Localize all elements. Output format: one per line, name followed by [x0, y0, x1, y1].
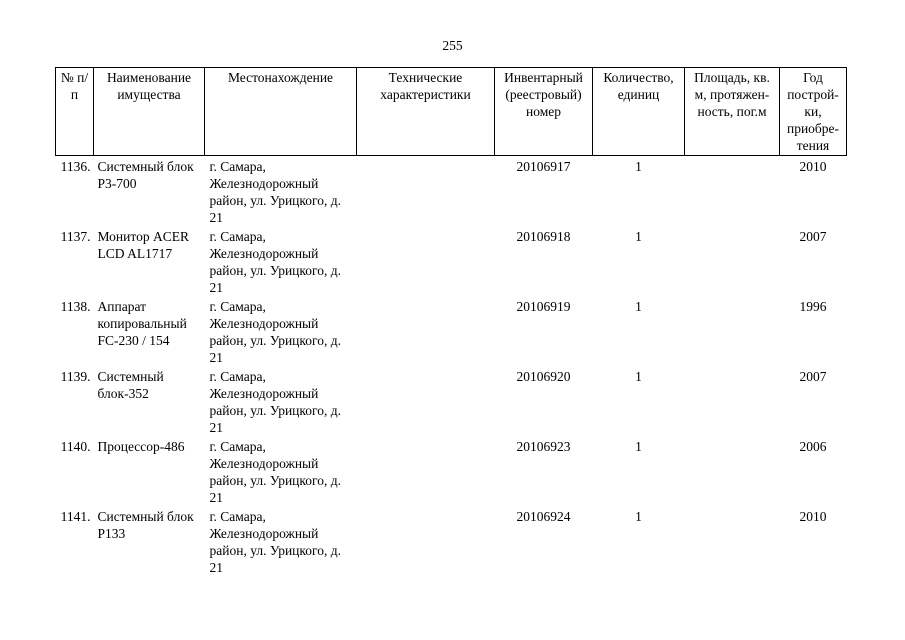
row-location: г. Самара, Железнодорожный район, ул. Урицкого, д. 21 [209, 369, 341, 435]
header-area: Площадь, кв. м, протяжен-ность, пог.м [685, 68, 780, 156]
table-row [56, 298, 847, 368]
row-quantity: 1 [635, 369, 642, 384]
row-number: 1139. [60, 369, 91, 384]
row-quantity: 1 [635, 439, 642, 454]
table-row [56, 438, 847, 508]
table-row [56, 228, 847, 298]
row-inventory: 20106924 [516, 509, 571, 524]
row-location: г. Самара, Железнодорожный район, ул. Урицкого, д. 21 [209, 229, 341, 295]
row-name: Монитор ACER LCD AL1717 [97, 229, 189, 261]
header-quantity: Количество, единиц [593, 68, 685, 156]
page-number: 255 [442, 38, 463, 53]
row-location: г. Самара, Железнодорожный район, ул. Урицкого, д. 21 [209, 159, 341, 225]
row-tech [357, 508, 495, 578]
row-area [685, 368, 780, 438]
row-quantity: 1 [635, 229, 642, 244]
row-area [685, 298, 780, 368]
row-number: 1140. [60, 439, 91, 454]
row-quantity: 1 [635, 509, 642, 524]
header-location: Местонахождение [205, 68, 357, 156]
row-number: 1137. [60, 229, 91, 244]
header-year: Год построй-ки, приобре-тения [780, 68, 847, 156]
row-quantity: 1 [635, 299, 642, 314]
row-tech [357, 438, 495, 508]
row-tech [357, 156, 495, 229]
header-number: № п/п [56, 68, 94, 156]
row-number: 1136. [60, 159, 91, 174]
header-name: Наименование имущества [94, 68, 205, 156]
row-number: 1141. [60, 509, 91, 524]
row-year: 1996 [799, 299, 827, 314]
row-area [685, 156, 780, 229]
row-location: г. Самара, Железнодорожный район, ул. Урицкого, д. 21 [209, 439, 341, 505]
row-number: 1138. [60, 299, 91, 314]
property-table [55, 67, 847, 578]
row-name: Системный блок-352 [97, 369, 164, 401]
table-row [56, 156, 847, 229]
row-tech [357, 298, 495, 368]
row-inventory: 20106923 [516, 439, 571, 454]
row-year: 2006 [799, 439, 827, 454]
row-quantity: 1 [635, 159, 642, 174]
row-year: 2010 [799, 159, 827, 174]
row-area [685, 228, 780, 298]
row-location: г. Самара, Железнодорожный район, ул. Урицкого, д. 21 [209, 509, 341, 575]
row-location: г. Самара, Железнодорожный район, ул. Урицкого, д. 21 [209, 299, 341, 365]
row-year: 2007 [799, 229, 827, 244]
row-inventory: 20106918 [516, 229, 571, 244]
row-year: 2007 [799, 369, 827, 384]
row-area [685, 508, 780, 578]
row-tech [357, 228, 495, 298]
table-row [56, 368, 847, 438]
row-tech [357, 368, 495, 438]
row-area [685, 438, 780, 508]
header-inventory: Инвентарный (реестровый) номер [495, 68, 593, 156]
row-name: Системный блок Р3-700 [97, 159, 194, 191]
table-row [56, 508, 847, 578]
row-inventory: 20106920 [516, 369, 571, 384]
header-tech: Технические характеристики [357, 68, 495, 156]
row-year: 2010 [799, 509, 827, 524]
row-inventory: 20106917 [516, 159, 571, 174]
table-header-row [56, 68, 847, 156]
row-name: Системный блок Р133 [97, 509, 194, 541]
row-name: Аппарат копировальный FC-230 / 154 [97, 299, 187, 348]
row-inventory: 20106919 [516, 299, 571, 314]
row-name: Процессор-486 [97, 439, 185, 454]
